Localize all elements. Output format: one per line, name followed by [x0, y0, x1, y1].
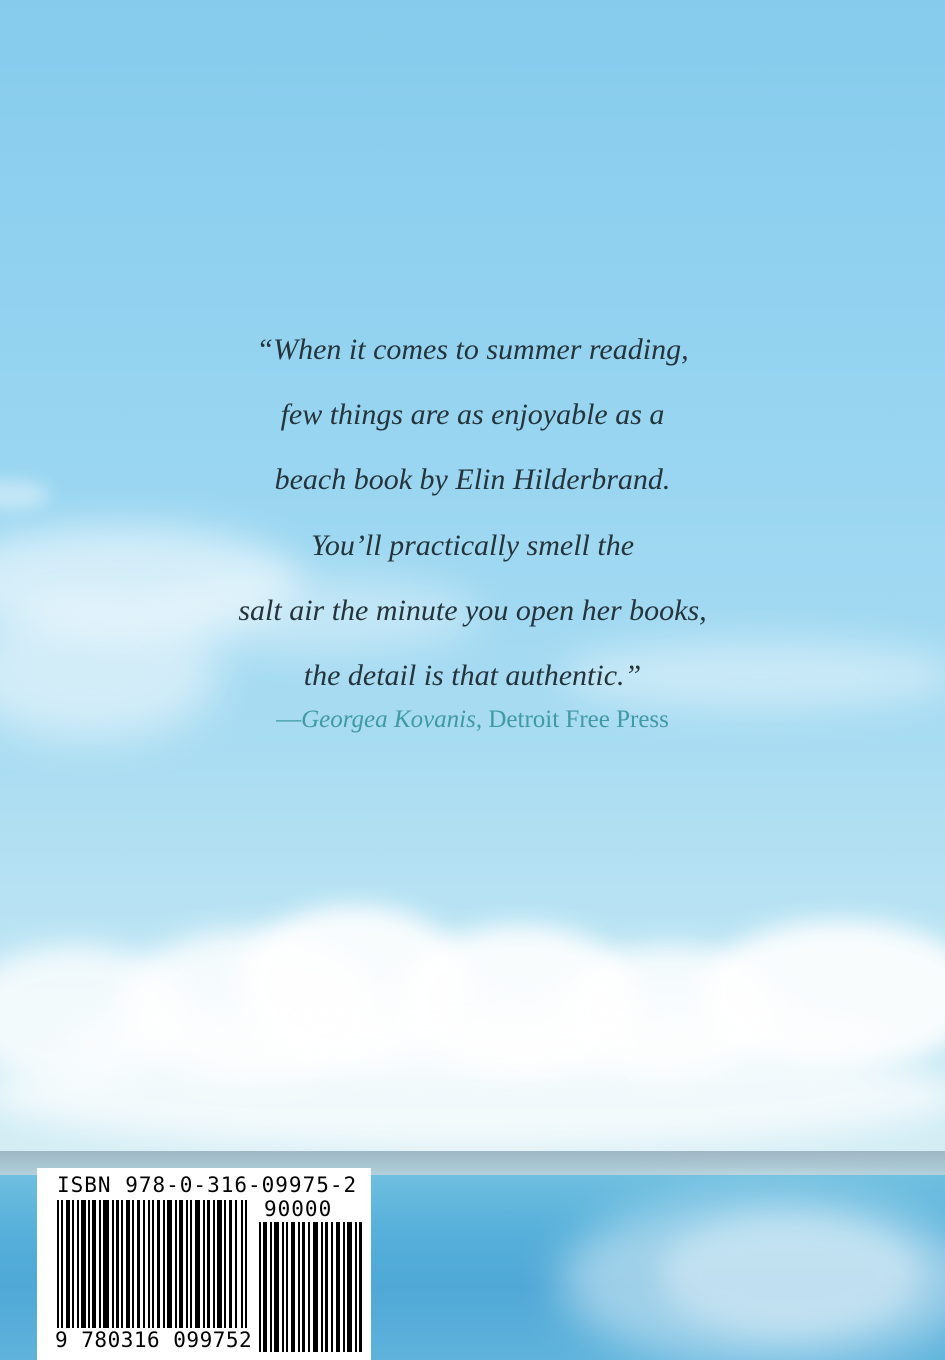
attribution-publication: Detroit Free Press	[488, 706, 669, 733]
isbn-label: ISBN 978-0-316-09975-2	[57, 1173, 358, 1197]
quote-line: beach book by Elin Hilderbrand.	[274, 463, 671, 497]
quote-line: few things are as enjoyable as a	[280, 398, 665, 432]
quote-line: salt air the minute you open her books,	[238, 593, 707, 627]
quote-line: You’ll practically smell the	[310, 528, 635, 562]
ean-number: 9 780316 099752	[55, 1328, 255, 1352]
quote-attribution	[160, 706, 785, 734]
review-quote	[160, 317, 785, 708]
price-addon-number: 90000	[264, 1197, 333, 1221]
attribution-name: Georgea Kovanis,	[301, 706, 483, 733]
quote-line: the detail is that authentic.”	[303, 659, 642, 693]
price-addon-bars	[259, 1222, 363, 1352]
isbn-barcode	[37, 1168, 371, 1360]
quote-line: “When it comes to summer reading,	[256, 333, 689, 366]
attribution-dash: —	[276, 706, 302, 733]
